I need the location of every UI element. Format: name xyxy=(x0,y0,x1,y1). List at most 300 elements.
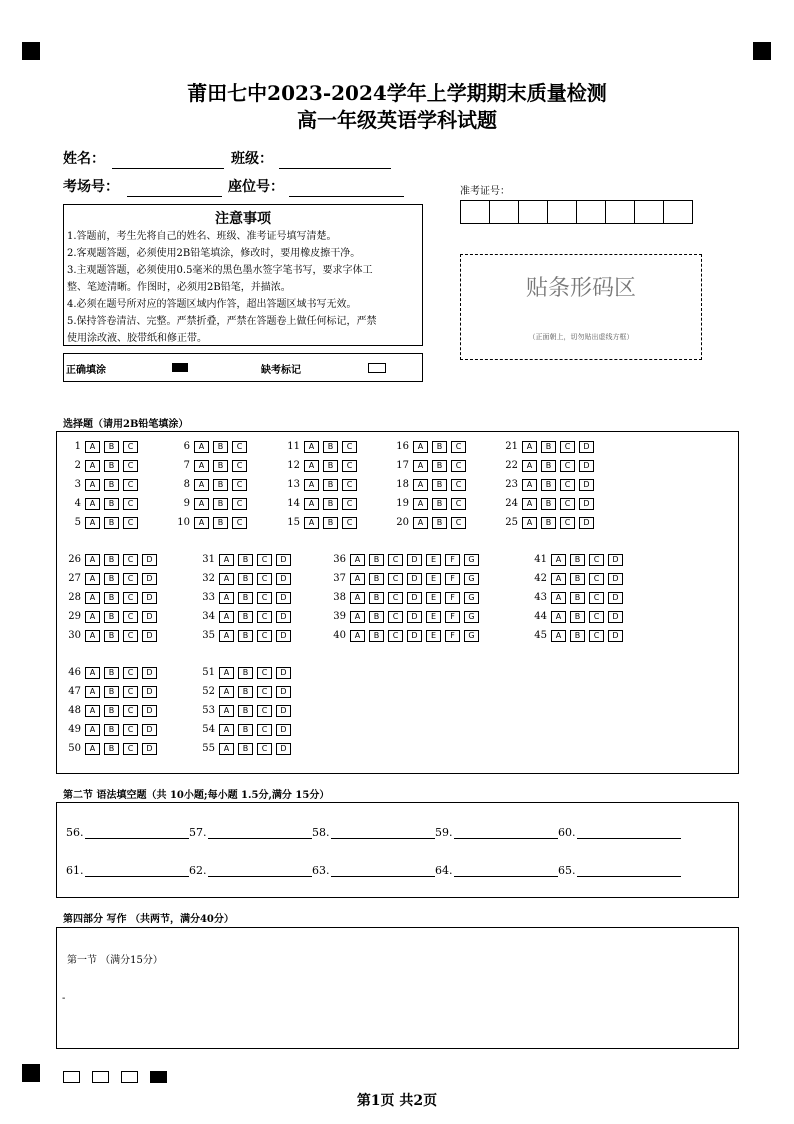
grammar-section-title: 第二节 语法填空题（共 10小题;每小题 1.5分,满分 15分） xyxy=(63,790,330,801)
option-bubble[interactable]: C xyxy=(589,554,604,566)
option-bubble[interactable]: B xyxy=(238,705,253,717)
option-bubble[interactable]: D xyxy=(276,630,291,642)
question-number: 4 xyxy=(74,498,81,509)
option-bubble[interactable]: C xyxy=(342,479,357,491)
option-bubble[interactable]: C xyxy=(589,611,604,623)
option-bubble[interactable]: D xyxy=(579,517,594,529)
option-bubble[interactable]: B xyxy=(213,441,228,453)
option-bubble[interactable]: C xyxy=(123,630,138,642)
option-bubble[interactable]: A xyxy=(85,517,100,529)
option-bubble[interactable]: A xyxy=(85,498,100,510)
blank-line[interactable] xyxy=(454,865,558,877)
exam-id-label: 准考证号： xyxy=(460,186,510,197)
option-bubble[interactable]: D xyxy=(407,554,422,566)
option-bubble[interactable]: D xyxy=(608,554,623,566)
option-bubble[interactable]: E xyxy=(426,573,441,585)
option-bubble[interactable]: D xyxy=(407,573,422,585)
option-bubble[interactable]: B xyxy=(104,554,119,566)
option-bubble[interactable]: D xyxy=(407,592,422,604)
option-bubble[interactable]: B xyxy=(213,479,228,491)
option-bubble[interactable]: A xyxy=(85,743,100,755)
option-bubble[interactable]: B xyxy=(104,592,119,604)
option-bubble[interactable]: D xyxy=(276,686,291,698)
option-bubble[interactable]: C xyxy=(232,517,247,529)
option-bubble[interactable]: C xyxy=(123,460,138,472)
option-bubble[interactable]: C xyxy=(257,743,272,755)
option-bubble[interactable]: B xyxy=(213,517,228,529)
exam-id-cell[interactable] xyxy=(489,200,519,224)
option-bubble[interactable]: A xyxy=(350,554,365,566)
option-bubble[interactable]: C xyxy=(123,554,138,566)
option-bubble[interactable]: C xyxy=(451,517,466,529)
grammar-blank[interactable] xyxy=(558,864,681,877)
option-bubble[interactable]: A xyxy=(551,573,566,585)
option-bubble[interactable]: C xyxy=(451,460,466,472)
option-bubble[interactable]: D xyxy=(407,630,422,642)
option-bubble[interactable]: B xyxy=(238,592,253,604)
option-bubble[interactable]: A xyxy=(219,592,234,604)
option-bubble[interactable]: C xyxy=(257,705,272,717)
option-bubble[interactable]: A xyxy=(350,592,365,604)
exam-id-cell[interactable] xyxy=(547,200,577,224)
option-bubble[interactable]: C xyxy=(388,573,403,585)
option-bubble[interactable]: A xyxy=(304,441,319,453)
option-bubble[interactable]: B xyxy=(323,479,338,491)
option-bubble[interactable]: D xyxy=(276,554,291,566)
option-bubble[interactable]: B xyxy=(432,517,447,529)
option-bubble[interactable]: C xyxy=(589,630,604,642)
option-bubble[interactable]: A xyxy=(219,630,234,642)
option-bubble[interactable]: C xyxy=(123,724,138,736)
exam-id-cell[interactable] xyxy=(634,200,664,224)
choice-question xyxy=(195,610,295,623)
option-bubble[interactable]: A xyxy=(85,686,100,698)
option-bubble[interactable]: A xyxy=(85,667,100,679)
question-number: 11 xyxy=(287,441,300,452)
option-bubble[interactable]: B xyxy=(104,743,119,755)
option-bubble[interactable]: G xyxy=(464,630,479,642)
option-bubble[interactable]: D xyxy=(608,611,623,623)
option-bubble[interactable]: B xyxy=(369,611,384,623)
option-bubble[interactable]: C xyxy=(388,611,403,623)
barcode-area xyxy=(460,254,702,360)
option-bubble[interactable]: C xyxy=(388,554,403,566)
option-bubble[interactable]: B xyxy=(213,460,228,472)
option-bubble[interactable]: A xyxy=(219,667,234,679)
option-bubble[interactable]: B xyxy=(432,441,447,453)
option-bubble[interactable]: F xyxy=(445,554,460,566)
option-bubble[interactable]: D xyxy=(608,573,623,585)
option-bubble[interactable]: A xyxy=(194,460,209,472)
option-bubble[interactable]: B xyxy=(570,573,585,585)
option-bubble[interactable]: C xyxy=(257,630,272,642)
grammar-blank[interactable] xyxy=(558,826,681,839)
option-bubble[interactable]: C xyxy=(388,592,403,604)
option-bubble[interactable]: B xyxy=(369,592,384,604)
option-bubble[interactable]: A xyxy=(219,611,234,623)
option-bubble[interactable]: B xyxy=(238,554,253,566)
option-bubble[interactable]: B xyxy=(570,554,585,566)
choice-question xyxy=(61,685,161,698)
option-bubble[interactable]: A xyxy=(85,724,100,736)
option-bubble[interactable]: A xyxy=(85,554,100,566)
option-bubble[interactable]: C xyxy=(451,498,466,510)
option-bubble[interactable]: D xyxy=(276,667,291,679)
absent-mark-box[interactable] xyxy=(368,363,386,373)
option-bubble[interactable]: B xyxy=(104,498,119,510)
option-bubble[interactable]: B xyxy=(570,592,585,604)
option-bubble[interactable]: A xyxy=(551,592,566,604)
fill-example-box xyxy=(63,353,423,382)
option-bubble[interactable]: C xyxy=(560,479,575,491)
option-bubble[interactable]: C xyxy=(451,441,466,453)
option-bubble[interactable]: E xyxy=(426,630,441,642)
option-bubble[interactable]: C xyxy=(257,554,272,566)
choice-question xyxy=(389,497,470,510)
option-bubble[interactable]: B xyxy=(213,498,228,510)
option-bubble[interactable]: A xyxy=(85,611,100,623)
choice-question xyxy=(195,723,295,736)
option-bubble[interactable]: C xyxy=(123,611,138,623)
barcode-note: （正面朝上，切勿贴出虚线方框） xyxy=(528,333,634,341)
option-bubble[interactable]: F xyxy=(445,611,460,623)
question-number: 38 xyxy=(333,592,346,603)
option-bubble[interactable]: G xyxy=(464,592,479,604)
option-bubble[interactable]: A xyxy=(413,517,428,529)
option-bubble[interactable]: D xyxy=(579,498,594,510)
option-bubble[interactable]: A xyxy=(350,573,365,585)
option-bubble[interactable]: F xyxy=(445,630,460,642)
option-bubble[interactable]: C xyxy=(257,686,272,698)
writing-mark: - xyxy=(62,993,66,1004)
question-number: 3 xyxy=(74,479,81,490)
option-bubble[interactable]: G xyxy=(464,573,479,585)
option-bubble[interactable]: A xyxy=(551,611,566,623)
option-bubble[interactable]: C xyxy=(123,592,138,604)
blank-line[interactable] xyxy=(208,865,312,877)
option-bubble[interactable]: C xyxy=(123,705,138,717)
choice-question xyxy=(280,478,361,491)
choice-question xyxy=(195,742,295,755)
question-number: 2 xyxy=(74,460,81,471)
grammar-blank[interactable] xyxy=(189,826,312,839)
option-bubble[interactable]: B xyxy=(104,573,119,585)
option-bubble[interactable]: B xyxy=(323,460,338,472)
question-number: 41 xyxy=(534,554,547,565)
option-bubble[interactable]: B xyxy=(432,498,447,510)
option-bubble[interactable]: C xyxy=(123,517,138,529)
option-bubble[interactable]: B xyxy=(104,724,119,736)
grammar-blank[interactable] xyxy=(312,864,435,877)
option-bubble[interactable]: G xyxy=(464,611,479,623)
option-bubble[interactable]: A xyxy=(194,441,209,453)
blank-number: 62. xyxy=(189,864,207,877)
grammar-blank[interactable] xyxy=(66,864,189,877)
option-bubble[interactable]: C xyxy=(342,498,357,510)
option-bubble[interactable]: B xyxy=(541,441,556,453)
option-bubble[interactable]: B xyxy=(541,460,556,472)
option-bubble[interactable]: D xyxy=(142,705,157,717)
option-bubble[interactable]: C xyxy=(232,460,247,472)
option-bubble[interactable]: A xyxy=(522,498,537,510)
exam-id-cell[interactable] xyxy=(518,200,548,224)
option-bubble[interactable]: B xyxy=(369,554,384,566)
question-number: 25 xyxy=(505,517,518,528)
notes-box xyxy=(63,204,423,346)
option-bubble[interactable]: C xyxy=(123,667,138,679)
choice-question xyxy=(170,478,251,491)
option-bubble[interactable]: A xyxy=(85,705,100,717)
option-bubble[interactable]: D xyxy=(276,611,291,623)
option-bubble[interactable]: A xyxy=(522,517,537,529)
option-bubble[interactable]: C xyxy=(560,517,575,529)
option-bubble[interactable]: D xyxy=(142,573,157,585)
option-bubble[interactable]: B xyxy=(570,611,585,623)
option-bubble[interactable]: B xyxy=(104,630,119,642)
option-bubble[interactable]: E xyxy=(426,592,441,604)
option-bubble[interactable]: A xyxy=(413,479,428,491)
choice-question xyxy=(61,610,161,623)
option-bubble[interactable]: D xyxy=(142,686,157,698)
option-bubble[interactable]: A xyxy=(85,460,100,472)
blank-line[interactable] xyxy=(85,865,189,877)
option-bubble[interactable]: A xyxy=(85,630,100,642)
seat-label: 座位号： xyxy=(228,179,284,195)
choice-question xyxy=(527,572,627,585)
option-bubble[interactable]: B xyxy=(104,705,119,717)
class-field[interactable] xyxy=(279,168,391,169)
option-bubble[interactable]: B xyxy=(238,630,253,642)
option-bubble[interactable]: A xyxy=(304,479,319,491)
option-bubble[interactable]: A xyxy=(194,479,209,491)
option-bubble[interactable]: A xyxy=(219,705,234,717)
question-number: 12 xyxy=(287,460,300,471)
option-bubble[interactable]: B xyxy=(104,686,119,698)
option-bubble[interactable]: D xyxy=(608,592,623,604)
option-bubble[interactable]: A xyxy=(194,498,209,510)
choice-question xyxy=(527,629,627,642)
blank-line[interactable] xyxy=(331,865,435,877)
option-bubble[interactable]: D xyxy=(276,573,291,585)
option-bubble[interactable]: E xyxy=(426,554,441,566)
blank-number: 56. xyxy=(66,826,84,839)
option-bubble[interactable]: C xyxy=(342,517,357,529)
option-bubble[interactable]: B xyxy=(104,460,119,472)
exam-id-cell[interactable] xyxy=(576,200,606,224)
option-bubble[interactable]: B xyxy=(323,441,338,453)
option-bubble[interactable]: C xyxy=(123,479,138,491)
option-bubble[interactable]: C xyxy=(257,667,272,679)
choice-question xyxy=(326,553,483,566)
notes-line: 5.保持答卷清洁、完整。严禁折叠，严禁在答题卷上做任何标记，严禁 xyxy=(67,316,377,327)
page-mark-box xyxy=(92,1071,109,1083)
choice-question xyxy=(389,516,470,529)
option-bubble[interactable]: C xyxy=(123,573,138,585)
blank-number: 57. xyxy=(189,826,207,839)
option-bubble[interactable]: C xyxy=(589,573,604,585)
option-bubble[interactable]: A xyxy=(413,441,428,453)
option-bubble[interactable]: D xyxy=(142,592,157,604)
option-bubble[interactable]: B xyxy=(323,517,338,529)
option-bubble[interactable]: D xyxy=(142,724,157,736)
option-bubble[interactable]: A xyxy=(350,611,365,623)
blank-line[interactable] xyxy=(454,827,558,839)
writing-area[interactable] xyxy=(56,927,739,1049)
grammar-blank[interactable] xyxy=(66,826,189,839)
option-bubble[interactable]: C xyxy=(123,743,138,755)
option-bubble[interactable]: A xyxy=(551,554,566,566)
option-bubble[interactable]: D xyxy=(142,667,157,679)
option-bubble[interactable]: C xyxy=(232,479,247,491)
option-bubble[interactable]: A xyxy=(219,724,234,736)
exam-id-cell[interactable] xyxy=(460,200,490,224)
option-bubble[interactable]: D xyxy=(579,441,594,453)
option-bubble[interactable]: C xyxy=(560,441,575,453)
option-bubble[interactable]: B xyxy=(238,611,253,623)
option-bubble[interactable]: A xyxy=(551,630,566,642)
option-bubble[interactable]: D xyxy=(142,554,157,566)
question-number: 29 xyxy=(68,611,81,622)
option-bubble[interactable]: B xyxy=(238,743,253,755)
option-bubble[interactable]: C xyxy=(257,724,272,736)
option-bubble[interactable]: B xyxy=(238,724,253,736)
choice-question xyxy=(326,629,483,642)
option-bubble[interactable]: B xyxy=(541,498,556,510)
option-bubble[interactable]: C xyxy=(232,441,247,453)
option-bubble[interactable]: A xyxy=(219,573,234,585)
option-bubble[interactable]: E xyxy=(426,611,441,623)
option-bubble[interactable]: C xyxy=(257,573,272,585)
option-bubble[interactable]: B xyxy=(238,667,253,679)
blank-line[interactable] xyxy=(331,827,435,839)
option-bubble[interactable]: C xyxy=(342,460,357,472)
name-field[interactable] xyxy=(112,168,224,169)
option-bubble[interactable]: B xyxy=(104,517,119,529)
option-bubble[interactable]: B xyxy=(369,630,384,642)
grammar-blank[interactable] xyxy=(435,826,558,839)
option-bubble[interactable]: A xyxy=(522,460,537,472)
choice-question xyxy=(498,459,598,472)
correct-fill-sample xyxy=(172,363,188,372)
room-field[interactable] xyxy=(127,196,222,197)
option-bubble[interactable]: B xyxy=(541,479,556,491)
option-bubble[interactable]: B xyxy=(323,498,338,510)
option-bubble[interactable]: C xyxy=(123,686,138,698)
option-bubble[interactable]: D xyxy=(276,592,291,604)
option-bubble[interactable]: D xyxy=(276,705,291,717)
option-bubble[interactable]: C xyxy=(232,498,247,510)
exam-id-cells[interactable] xyxy=(460,200,692,224)
option-bubble[interactable]: B xyxy=(369,573,384,585)
blank-line[interactable] xyxy=(577,827,681,839)
blank-line[interactable] xyxy=(85,827,189,839)
option-bubble[interactable]: C xyxy=(589,592,604,604)
option-bubble[interactable]: A xyxy=(413,498,428,510)
option-bubble[interactable]: D xyxy=(579,479,594,491)
choice-question xyxy=(527,610,627,623)
option-bubble[interactable]: D xyxy=(142,611,157,623)
question-number: 22 xyxy=(505,460,518,471)
option-bubble[interactable]: B xyxy=(570,630,585,642)
option-bubble[interactable]: D xyxy=(142,630,157,642)
registration-mark xyxy=(22,1064,40,1082)
page-mark-box xyxy=(63,1071,80,1083)
option-bubble[interactable]: D xyxy=(276,743,291,755)
option-bubble[interactable]: A xyxy=(85,441,100,453)
option-bubble[interactable]: A xyxy=(85,479,100,491)
question-number: 52 xyxy=(202,686,215,697)
option-bubble[interactable]: B xyxy=(432,460,447,472)
question-number: 13 xyxy=(287,479,300,490)
option-bubble[interactable]: B xyxy=(104,441,119,453)
exam-id-cell[interactable] xyxy=(605,200,635,224)
choice-question xyxy=(389,478,470,491)
option-bubble[interactable]: C xyxy=(123,441,138,453)
option-bubble[interactable]: A xyxy=(194,517,209,529)
option-bubble[interactable]: C xyxy=(388,630,403,642)
option-bubble[interactable]: C xyxy=(560,498,575,510)
option-bubble[interactable]: D xyxy=(407,611,422,623)
option-bubble[interactable]: A xyxy=(85,592,100,604)
grammar-blank[interactable] xyxy=(435,864,558,877)
option-bubble[interactable]: A xyxy=(304,460,319,472)
barcode-title: 贴条形码区 xyxy=(525,276,636,301)
option-bubble[interactable]: D xyxy=(608,630,623,642)
option-bubble[interactable]: D xyxy=(276,724,291,736)
option-bubble[interactable]: B xyxy=(104,667,119,679)
option-bubble[interactable]: G xyxy=(464,554,479,566)
option-bubble[interactable]: A xyxy=(350,630,365,642)
option-bubble[interactable]: A xyxy=(304,498,319,510)
page-subtitle: 高一年级英语学科试题 xyxy=(297,108,497,132)
option-bubble[interactable]: A xyxy=(304,517,319,529)
choice-question xyxy=(61,742,161,755)
choice-question xyxy=(280,440,361,453)
option-bubble[interactable]: B xyxy=(238,573,253,585)
option-bubble[interactable]: A xyxy=(413,460,428,472)
option-bubble[interactable]: B xyxy=(541,517,556,529)
option-bubble[interactable]: A xyxy=(219,554,234,566)
seat-field[interactable] xyxy=(289,196,404,197)
option-bubble[interactable]: A xyxy=(219,686,234,698)
option-bubble[interactable]: B xyxy=(432,479,447,491)
option-bubble[interactable]: A xyxy=(522,479,537,491)
option-bubble[interactable]: F xyxy=(445,592,460,604)
option-bubble[interactable]: A xyxy=(522,441,537,453)
option-bubble[interactable]: D xyxy=(579,460,594,472)
option-bubble[interactable]: C xyxy=(123,498,138,510)
option-bubble[interactable]: C xyxy=(342,441,357,453)
option-bubble[interactable]: C xyxy=(560,460,575,472)
choice-question xyxy=(326,591,483,604)
blank-line[interactable] xyxy=(208,827,312,839)
option-bubble[interactable]: D xyxy=(142,743,157,755)
option-bubble[interactable]: B xyxy=(238,686,253,698)
option-bubble[interactable]: B xyxy=(104,611,119,623)
grammar-blank[interactable] xyxy=(312,826,435,839)
option-bubble[interactable]: C xyxy=(451,479,466,491)
blank-line[interactable] xyxy=(577,865,681,877)
option-bubble[interactable]: F xyxy=(445,573,460,585)
grammar-blank[interactable] xyxy=(189,864,312,877)
option-bubble[interactable]: B xyxy=(104,479,119,491)
option-bubble[interactable]: C xyxy=(257,592,272,604)
option-bubble[interactable]: A xyxy=(85,573,100,585)
option-bubble[interactable]: A xyxy=(219,743,234,755)
exam-id-cell[interactable] xyxy=(663,200,693,224)
option-bubble[interactable]: C xyxy=(257,611,272,623)
choice-question xyxy=(170,440,251,453)
